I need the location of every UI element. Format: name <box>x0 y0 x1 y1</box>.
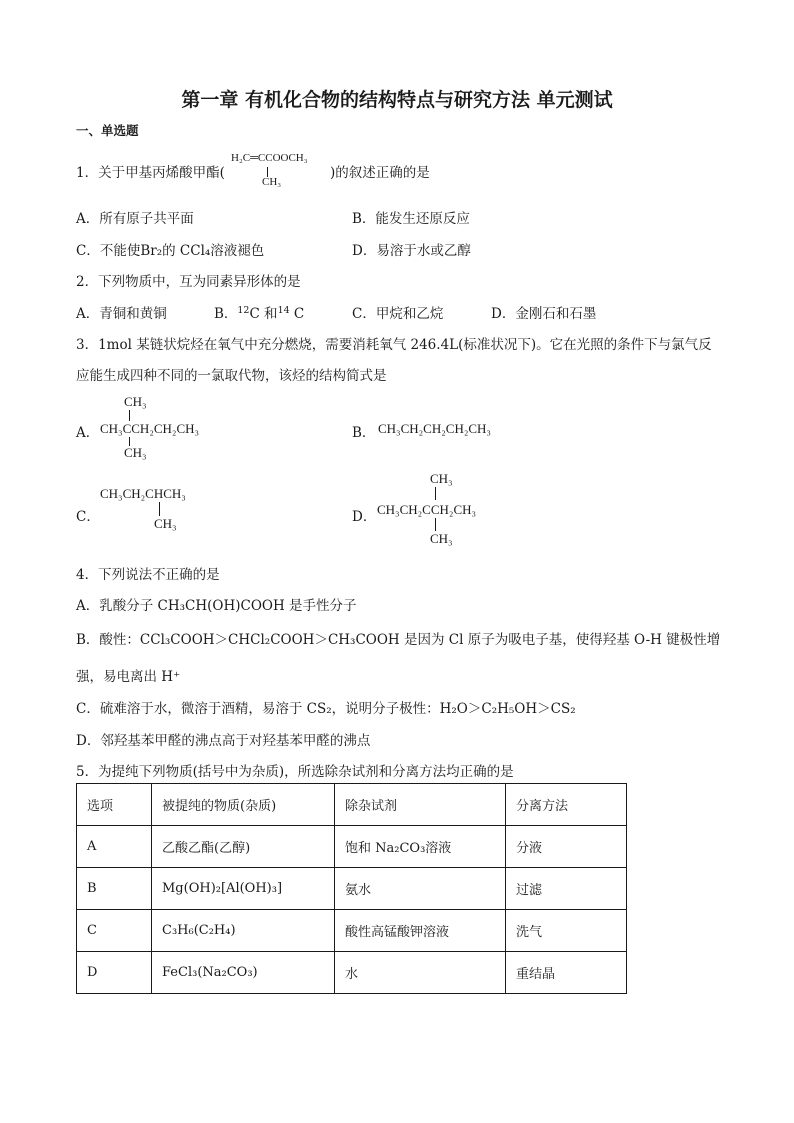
q1-option-b: B．能发生还原反应 <box>352 211 470 227</box>
q2-option-b <box>214 302 304 322</box>
q1-structure-branch: CH₃ <box>262 176 282 188</box>
q3-option-d-label: D． <box>352 509 377 525</box>
q1-option-d: D．易溶于水或乙醇 <box>352 243 471 259</box>
q3-option-a-bottom: CH₃ <box>124 445 147 460</box>
q1-stem-after: )的叙述正确的是 <box>330 165 430 181</box>
q4-option-d: D．邻羟基苯甲醛的沸点高于对羟基苯甲醛的沸点 <box>76 733 371 749</box>
table-cell: 过滤 <box>506 868 627 910</box>
q3-option-d-bottom: CH₃ <box>430 531 453 546</box>
table-cell: Mg(OH)₂[Al(OH)₃] <box>152 868 335 910</box>
q4-option-b-line-2: 强，易电离出 H⁺ <box>76 669 181 685</box>
table-row <box>77 952 627 994</box>
table-cell: 酸性高锰酸钾溶液 <box>335 910 506 952</box>
table-cell: C <box>77 910 152 952</box>
table-cell: 乙酸乙酯(乙醇) <box>152 826 335 868</box>
q3-option-d-bond-top <box>435 487 436 500</box>
table-row <box>77 910 627 952</box>
q3-option-c-label: C． <box>76 509 100 525</box>
q3-option-a-label: A． <box>76 425 100 441</box>
table-cell: C₃H₆(C₂H₄) <box>152 910 335 952</box>
q2-option-b-mass-1: 12 <box>237 304 250 316</box>
table-cell: 分液 <box>506 826 627 868</box>
q3-stem-line-1: 3．1mol 某链状烷烃在氧气中充分燃烧，需要消耗氧气 246.4L(标准状况下)。它在光照的条件下与氯气反 <box>76 337 712 353</box>
q1-structure-main: H₂C═CCOOCH₃ <box>231 152 308 164</box>
table-cell: 氨水 <box>335 868 506 910</box>
q2-option-b-prefix: B． <box>214 306 238 322</box>
table-cell: B <box>77 868 152 910</box>
q3-option-a-main: CH₃CCH₂CH₂CH₃ <box>100 421 200 436</box>
table-cell: D <box>77 952 152 994</box>
q2-stem: 2．下列物质中，互为同素异形体的是 <box>76 274 301 290</box>
q2-option-c: C．甲烷和乙烷 <box>352 306 444 322</box>
q4-option-a: A．乳酸分子 CH₃CH(OH)COOH 是手性分子 <box>76 598 357 614</box>
table-header-cell: 除杂试剂 <box>335 784 506 826</box>
q3-option-c-bond <box>159 502 160 516</box>
table-header-cell: 被提纯的物质(杂质) <box>152 784 335 826</box>
table-header-cell: 选项 <box>77 784 152 826</box>
q4-stem: 4．下列说法不正确的是 <box>76 567 220 583</box>
table-cell: 重结晶 <box>506 952 627 994</box>
q1-option-c: C．不能使Br₂的 CCl₄溶液褪色 <box>76 243 265 259</box>
q4-option-c: C．硫难溶于水，微溶于酒精，易溶于 CS₂，说明分子极性：H₂O＞C₂H₅OH＞CS₂ <box>76 701 576 717</box>
q2-option-b-element-1: C 和 <box>249 306 278 322</box>
q4-option-b-line-1: B．酸性：CCl₃COOH＞CHCl₂COOH＞CH₃COOH 是因为 Cl 原子为吸电子基，使得羟基 O-H 键极性增 <box>76 632 721 648</box>
q2-option-b-mass-2: 14 <box>277 304 290 316</box>
table-row <box>77 826 627 868</box>
q2-option-b-element-2: C <box>289 306 305 322</box>
q3-option-c-main: CH₃CH₂CHCH₃ <box>100 486 186 501</box>
table-cell: 水 <box>335 952 506 994</box>
q3-option-a-bond-top <box>129 410 130 421</box>
q1-stem-before: 1．关于甲基丙烯酸甲酯( <box>76 165 225 181</box>
table-row <box>77 868 627 910</box>
q3-option-d-top: CH₃ <box>430 471 453 486</box>
q2-option-d: D．金刚石和石墨 <box>491 306 597 322</box>
page-title: 第一章 有机化合物的结构特点与研究方法 单元测试 <box>181 89 613 111</box>
q5-stem: 5．为提纯下列物质(括号中为杂质)，所选除杂试剂和分离方法均正确的是 <box>76 764 514 780</box>
section-heading: 一、单选题 <box>76 123 139 138</box>
table-header-cell: 分离方法 <box>506 784 627 826</box>
table-cell: A <box>77 826 152 868</box>
q3-stem-line-2: 应能生成四种不同的一氯取代物，该烃的结构简式是 <box>76 368 387 384</box>
q3-option-b-main: CH₃CH₂CH₂CH₂CH₃ <box>378 421 491 436</box>
q3-option-b-label: B． <box>352 425 376 441</box>
table-cell: FeCl₃(Na₂CO₃) <box>152 952 335 994</box>
table-header-row <box>77 784 627 826</box>
q3-option-d-main: CH₃CH₂CCH₂CH₃ <box>377 502 477 517</box>
q5-table <box>76 783 627 994</box>
table-cell: 饱和 Na₂CO₃溶液 <box>335 826 506 868</box>
q3-option-c-bottom: CH₃ <box>154 516 177 531</box>
q2-option-a: A．青铜和黄铜 <box>76 306 167 322</box>
q3-option-a-top: CH₃ <box>124 394 147 409</box>
table-cell: 洗气 <box>506 910 627 952</box>
q1-option-a: A．所有原子共平面 <box>76 211 194 227</box>
q3-option-d-bond-bottom <box>435 518 436 531</box>
